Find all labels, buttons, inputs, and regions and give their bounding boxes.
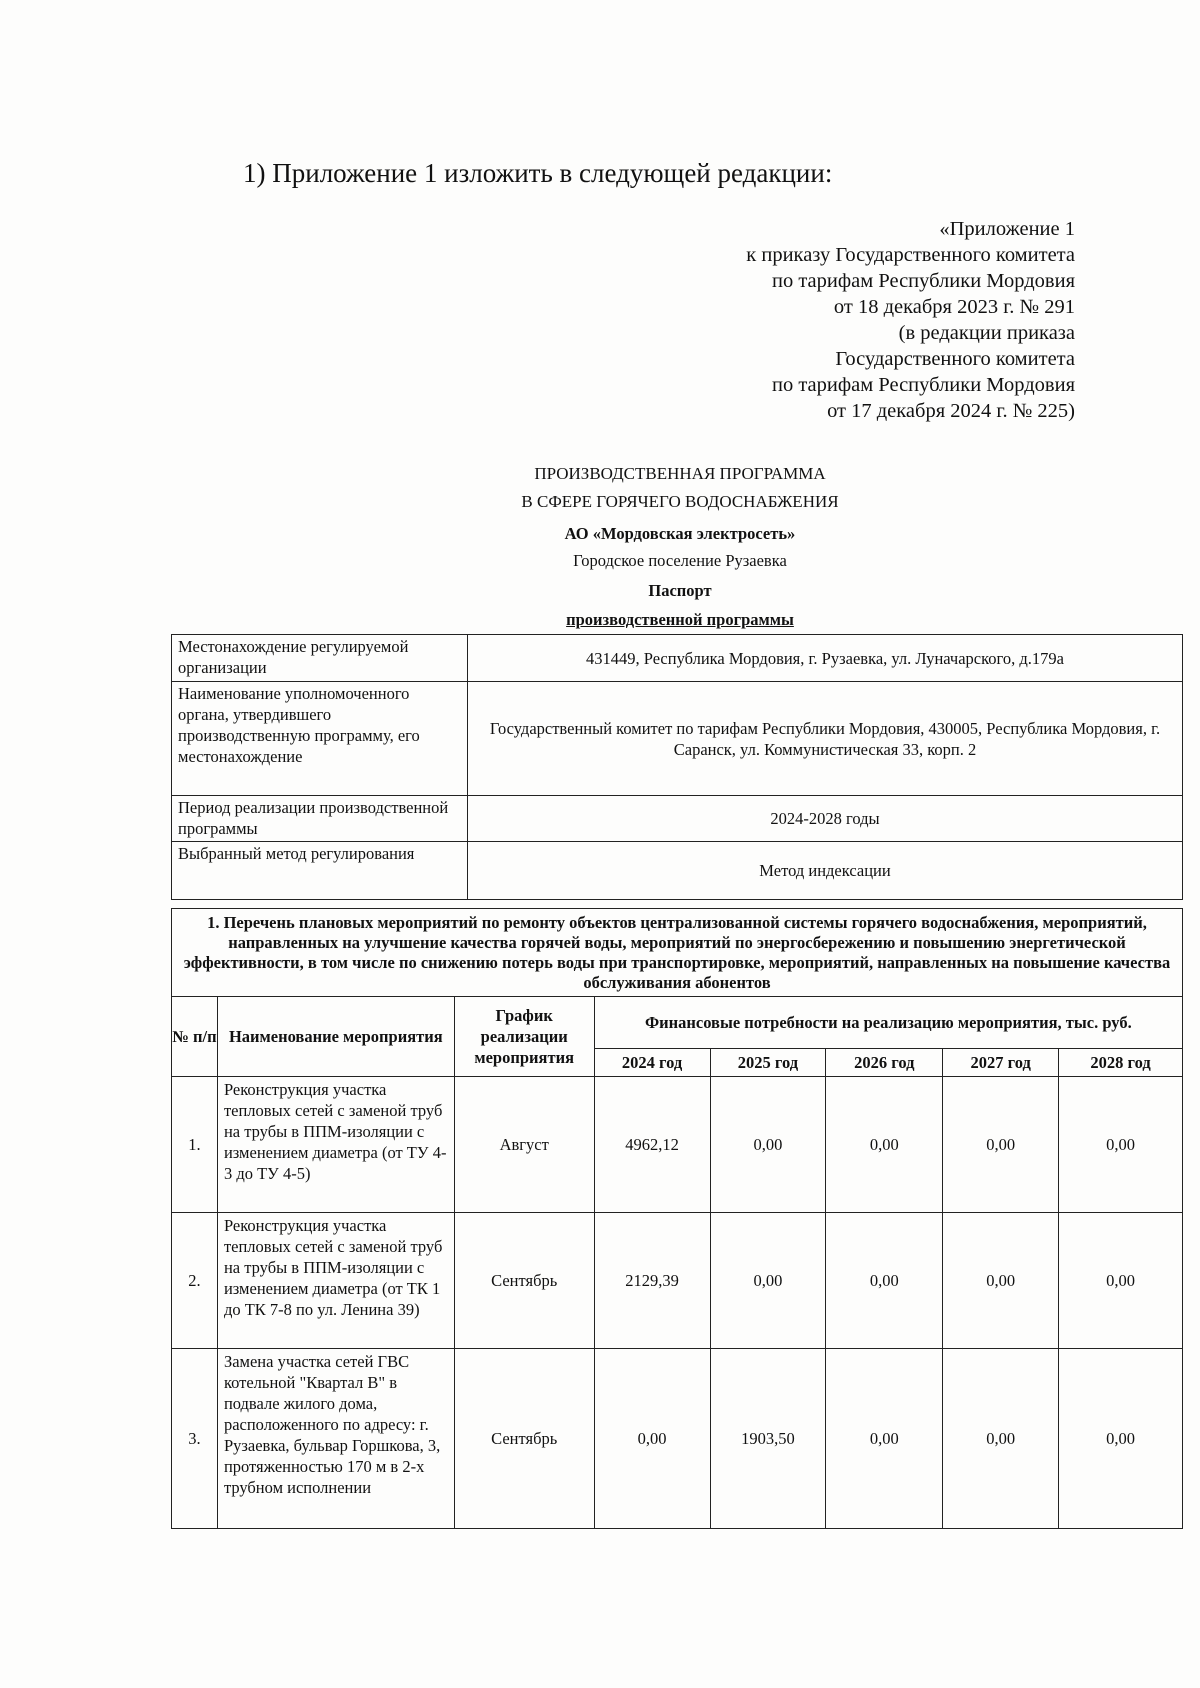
measure-name: Реконструкция участка тепловых сетей с заменой труб на трубы в ППМ-изоляции с изменением диаметра (от ТУ 4-3 до ТУ 4-5) <box>217 1077 454 1213</box>
row-number: 3. <box>172 1349 218 1529</box>
appendix-line: по тарифам Республики Мордовия <box>771 270 1075 292</box>
passport-label: Выбранный метод регулирования <box>172 842 468 900</box>
passport-label: Местонахождение регулируемой организации <box>172 635 468 682</box>
cost-2025: 0,00 <box>710 1077 826 1213</box>
col-header-year: 2026 год <box>826 1049 943 1077</box>
cost-2024: 2129,39 <box>594 1213 710 1349</box>
measure-schedule: Сентябрь <box>454 1213 594 1349</box>
passport-value: 2024-2028 годы <box>468 796 1183 842</box>
col-header-year: 2025 год <box>710 1049 826 1077</box>
appendix-line: Государственного комитета <box>835 348 1075 370</box>
settlement-name: Городское поселение Рузаевка <box>573 551 787 570</box>
cost-2025: 1903,50 <box>710 1349 826 1529</box>
appendix-line: от 18 декабря 2023 г. № 291 <box>833 296 1075 318</box>
appendix-line: «Приложение 1 <box>939 218 1075 240</box>
row-number: 1. <box>172 1077 218 1213</box>
cost-2027: 0,00 <box>943 1213 1059 1349</box>
passport-value: Государственный комитет по тарифам Республики Мордовия, 430005, Республика Мордовия, г. Саранск, ул. Коммунистическая 33, корп. 2 <box>468 682 1183 796</box>
col-header-finance: Финансовые потребности на реализацию мероприятия, тыс. руб. <box>594 997 1182 1049</box>
program-title <box>430 460 930 516</box>
measure-schedule: Сентябрь <box>454 1349 594 1529</box>
cost-2027: 0,00 <box>943 1349 1059 1529</box>
organization-block <box>430 520 930 574</box>
program-title-line: В СФЕРЕ ГОРЯЧЕГО ВОДОСНАБЖЕНИЯ <box>521 492 839 511</box>
col-header-num: № п/п <box>172 997 218 1077</box>
passport-row <box>172 796 1183 842</box>
col-header-name: Наименование мероприятия <box>217 997 454 1077</box>
measure-name: Замена участка сетей ГВС котельной "Квартал В" в подвале жилого дома, расположенного по адресу: г. Рузаевка, бульвар Горшкова, 3, протяженностью 170 м в 2-х трубном исполнении <box>217 1349 454 1529</box>
appendix-line: к приказу Государственного комитета <box>746 244 1075 266</box>
section-title: 1. Перечень плановых мероприятий по ремонту объектов централизованной системы горячего водоснабжения, мероприятий, направленных на улучшение качества горячей воды, мероприятий по энергосбережению и повышению энергетической эффективности, в том числе по снижению потерь воды при транспортировке, мероприятий, направленных на повышение качества обслуживания абонентов <box>172 909 1183 997</box>
passport-row <box>172 682 1183 796</box>
passport-value: 431449, Республика Мордовия, г. Рузаевка, ул. Луначарского, д.179а <box>468 635 1183 682</box>
measure-schedule: Август <box>454 1077 594 1213</box>
passport-subheading: производственной программы <box>566 610 794 629</box>
appendix-line: по тарифам Республики Мордовия <box>771 374 1075 396</box>
cost-2025: 0,00 <box>710 1213 826 1349</box>
col-header-schedule: График реализации мероприятия <box>454 997 594 1077</box>
table-row <box>172 1213 1183 1349</box>
passport-value: Метод индексации <box>468 842 1183 900</box>
cost-2024: 0,00 <box>594 1349 710 1529</box>
row-number: 2. <box>172 1213 218 1349</box>
col-header-year: 2027 год <box>943 1049 1059 1077</box>
col-header-year: 2024 год <box>594 1049 710 1077</box>
measures-table <box>171 908 1183 1529</box>
table-row <box>172 1349 1183 1529</box>
passport-row <box>172 635 1183 682</box>
table-row <box>172 1077 1183 1213</box>
passport-row <box>172 842 1183 900</box>
passport-table <box>171 634 1183 900</box>
passport-label: Период реализации производственной программы <box>172 796 468 842</box>
cost-2027: 0,00 <box>943 1077 1059 1213</box>
cost-2024: 4962,12 <box>594 1077 710 1213</box>
appendix-line: от 17 декабря 2024 г. № 225) <box>827 400 1075 422</box>
program-title-line: ПРОИЗВОДСТВЕННАЯ ПРОГРАММА <box>534 464 826 483</box>
section-title-row <box>172 909 1183 997</box>
cost-2026: 0,00 <box>826 1349 943 1529</box>
passport-title <box>430 576 930 634</box>
appendix-line: (в редакции приказа <box>898 322 1075 344</box>
passport-label: Наименование уполномоченного органа, утвердившего производственную программу, его местонахождение <box>172 682 468 796</box>
measure-name: Реконструкция участка тепловых сетей с заменой труб на трубы в ППМ-изоляции с изменением диаметра (от ТК 1 до ТК 7-8 по ул. Ленина 39) <box>217 1213 454 1349</box>
amendment-heading: 1) Приложение 1 изложить в следующей редакции: <box>243 158 833 188</box>
header-row <box>172 997 1183 1049</box>
cost-2028: 0,00 <box>1059 1213 1183 1349</box>
cost-2028: 0,00 <box>1059 1077 1183 1213</box>
appendix-note <box>746 216 1075 424</box>
col-header-year: 2028 год <box>1059 1049 1183 1077</box>
cost-2026: 0,00 <box>826 1077 943 1213</box>
passport-heading: Паспорт <box>648 581 712 600</box>
cost-2026: 0,00 <box>826 1213 943 1349</box>
organization-name: АО «Мордовская электросеть» <box>564 524 796 543</box>
cost-2028: 0,00 <box>1059 1349 1183 1529</box>
